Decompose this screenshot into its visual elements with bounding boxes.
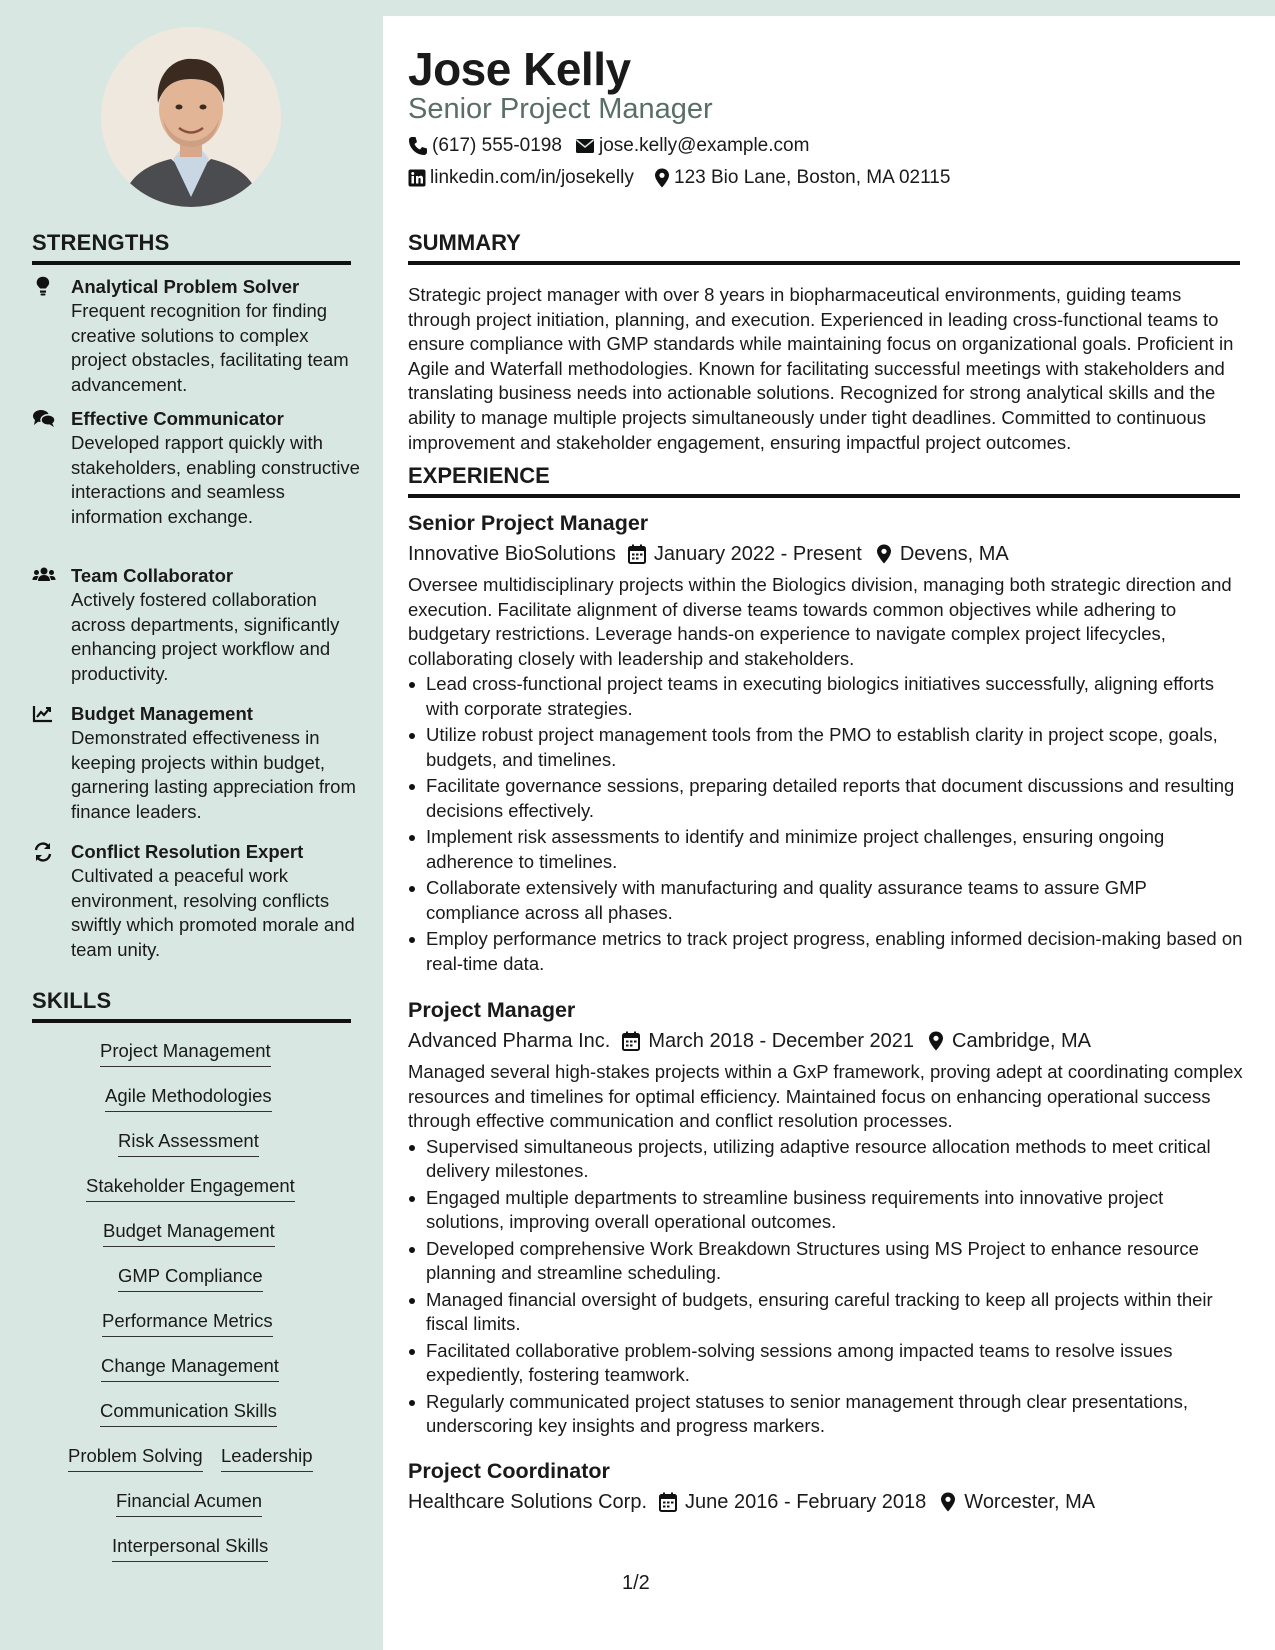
skill-tag: Risk Assessment — [118, 1129, 259, 1157]
skill-tag: Communication Skills — [100, 1399, 277, 1427]
top-band — [383, 0, 1275, 16]
job-meta — [408, 540, 1243, 568]
linkedin-text[interactable]: linkedin.com/in/josekelly — [430, 167, 634, 188]
job-bullet: Utilize robust project management tools from the PMO to establish clarity in project scope, goals, budgets, and timelines. — [408, 723, 1243, 772]
linkedin-contact[interactable] — [408, 166, 634, 190]
summary-text: Strategic project manager with over 8 years in biopharmaceutical environments, guiding teams through project initiation, planning, and execution. Experienced in leading cross-functional teams to ensure compliance with GMP standards while maintaining focus on organizational goals. Proficient in Agile and Waterfall methodologies. Known for facilitating successful meetings with stakeholders and translating business needs into actionable solutions. Recognized for strong analytical skills and the ability to manage multiple projects simultaneously under tight deadlines. Committed to continuous improvement and stakeholder engagement, ensuring impactful project outcomes. — [408, 284, 1234, 453]
strength-title: Conflict Resolution Expert — [71, 841, 304, 862]
candidate-name: Jose Kelly — [408, 43, 631, 95]
calendar-icon — [628, 544, 646, 564]
job-company: Healthcare Solutions Corp. — [408, 1491, 648, 1513]
users-icon — [32, 565, 56, 587]
calendar-icon — [622, 1031, 640, 1051]
map-marker-icon — [876, 544, 892, 564]
summary-heading: SUMMARY — [408, 230, 1240, 265]
phone-icon — [408, 136, 428, 156]
address-text: 123 Bio Lane, Boston, MA 02115 — [674, 167, 951, 188]
job-bullet: Managed financial oversight of budgets, ensuring careful tracking to keep all projects within their fiscal limits. — [408, 1288, 1243, 1337]
sync-icon — [32, 841, 56, 863]
job-company: Advanced Pharma Inc. — [408, 1030, 611, 1052]
skill-tag: Performance Metrics — [102, 1309, 273, 1337]
strength-desc: Developed rapport quickly with stakeholders, enabling constructive interactions and seamless information exchange. — [71, 432, 360, 527]
comments-icon — [32, 408, 56, 430]
job-description: Managed several high-stakes projects within a GxP framework, proving adept at coordinating complex resources and timelines for optimal efficiency. Maintained focus on enhancing operational success through effective communication and conflict resolution processes. — [408, 1061, 1243, 1131]
calendar-icon — [659, 1492, 677, 1512]
strength-desc: Actively fostered collaboration across departments, significantly enhancing project workflow and productivity. — [71, 589, 340, 684]
job-dates: January 2022 - Present — [653, 543, 862, 565]
strength-item — [32, 702, 362, 824]
job-bullet: Collaborate extensively with manufacturing and quality assurance teams to assure GMP compliance across all phases. — [408, 876, 1243, 925]
address-contact — [654, 166, 950, 190]
phone-text: (617) 555-0198 — [432, 135, 562, 156]
job-bullet-list — [408, 1135, 1243, 1439]
skill-tag: Interpersonal Skills — [112, 1534, 268, 1562]
job-bullet: Implement risk assessments to identify and minimize project challenges, ensuring ongoing adherence to timelines. — [408, 825, 1243, 874]
experience-heading: EXPERIENCE — [408, 463, 1240, 498]
job-bullet-list — [408, 672, 1243, 976]
candidate-title: Senior Project Manager — [408, 93, 713, 125]
strength-title: Analytical Problem Solver — [71, 276, 300, 297]
skill-tag: Change Management — [101, 1354, 279, 1382]
map-marker-icon — [940, 1492, 956, 1512]
job-meta — [408, 1027, 1243, 1055]
skill-tag: Budget Management — [103, 1219, 275, 1247]
skills-heading: SKILLS — [32, 988, 351, 1023]
job-bullet: Employ performance metrics to track project progress, enabling informed decision-making based on real-time data. — [408, 927, 1243, 976]
strength-item — [32, 407, 362, 529]
strength-title: Team Collaborator — [71, 565, 234, 586]
email-contact[interactable] — [575, 134, 809, 158]
skill-tag: Leadership — [221, 1444, 313, 1472]
phone-contact — [408, 134, 562, 158]
lightbulb-icon — [32, 276, 56, 298]
strength-desc: Cultivated a peaceful work environment, resolving conflicts swiftly which promoted morale and team unity. — [71, 865, 355, 960]
job-bullet: Supervised simultaneous projects, utilizing adaptive resource allocation methods to meet critical delivery milestones. — [408, 1135, 1243, 1184]
skill-tag: Financial Acumen — [116, 1489, 262, 1517]
job-title: Project Coordinator — [408, 1459, 610, 1483]
job-location: Worcester, MA — [964, 1491, 1096, 1513]
strength-desc: Demonstrated effectiveness in keeping projects within budget, garnering lasting appreciation from finance leaders. — [71, 727, 356, 822]
job-bullet: Engaged multiple departments to streamline business requirements into innovative project solutions, improving overall operational outcomes. — [408, 1186, 1243, 1235]
strength-item — [32, 275, 362, 397]
strength-desc: Frequent recognition for finding creative solutions to complex project obstacles, facilitating team advancement. — [71, 300, 349, 395]
job-company: Innovative BioSolutions — [408, 543, 616, 565]
strength-item — [32, 564, 362, 686]
strength-item — [32, 840, 362, 962]
job-entry — [408, 996, 1243, 1441]
job-location: Cambridge, MA — [952, 1030, 1091, 1052]
map-marker-icon — [654, 168, 670, 188]
envelope-icon — [575, 137, 595, 155]
skill-tag: Problem Solving — [68, 1444, 203, 1472]
skill-tag: GMP Compliance — [118, 1264, 263, 1292]
job-bullet: Regularly communicated project statuses to senior management through clear presentations, underscoring key insights and progress markers. — [408, 1390, 1243, 1439]
job-location: Devens, MA — [899, 543, 1009, 565]
skill-tag: Agile Methodologies — [105, 1084, 272, 1112]
job-meta — [408, 1488, 1243, 1516]
job-dates: March 2018 - December 2021 — [648, 1030, 915, 1052]
job-bullet: Facilitated collaborative problem-solving sessions among impacted teams to resolve issues expediently, fostering teamwork. — [408, 1339, 1243, 1388]
job-bullet: Developed comprehensive Work Breakdown Structures using MS Project to enhance resource planning and streamline scheduling. — [408, 1237, 1243, 1286]
job-entry — [408, 1457, 1243, 1516]
strengths-heading: STRENGTHS — [32, 230, 351, 265]
linkedin-icon — [408, 169, 426, 187]
job-bullet: Facilitate governance sessions, preparing detailed reports that document discussions and resulting decisions effectively. — [408, 774, 1243, 823]
chart-line-icon — [32, 703, 56, 725]
job-title: Project Manager — [408, 998, 576, 1022]
email-text[interactable]: jose.kelly@example.com — [599, 135, 810, 156]
job-description: Oversee multidisciplinary projects within the Biologics division, managing both strategic direction and execution. Facilitate alignment of diverse teams towards common objectives while adhering to budgetary restrictions. Leverage hands-on experience to navigate complex project lifecycles, collaborating closely with leadership and stakeholders. — [408, 574, 1232, 669]
skill-tag: Stakeholder Engagement — [86, 1174, 295, 1202]
job-title: Senior Project Manager — [408, 511, 649, 535]
job-bullet: Lead cross-functional project teams in executing biologics initiatives successfully, aligning efforts with corporate strategies. — [408, 672, 1243, 721]
job-dates: June 2016 - February 2018 — [685, 1491, 927, 1513]
strength-title: Effective Communicator — [71, 408, 284, 429]
job-entry — [408, 509, 1243, 978]
strength-title: Budget Management — [71, 703, 253, 724]
map-marker-icon — [928, 1031, 944, 1051]
profile-photo — [101, 27, 281, 207]
page-number: 1/2 — [622, 1572, 650, 1594]
skill-tag: Project Management — [100, 1039, 271, 1067]
